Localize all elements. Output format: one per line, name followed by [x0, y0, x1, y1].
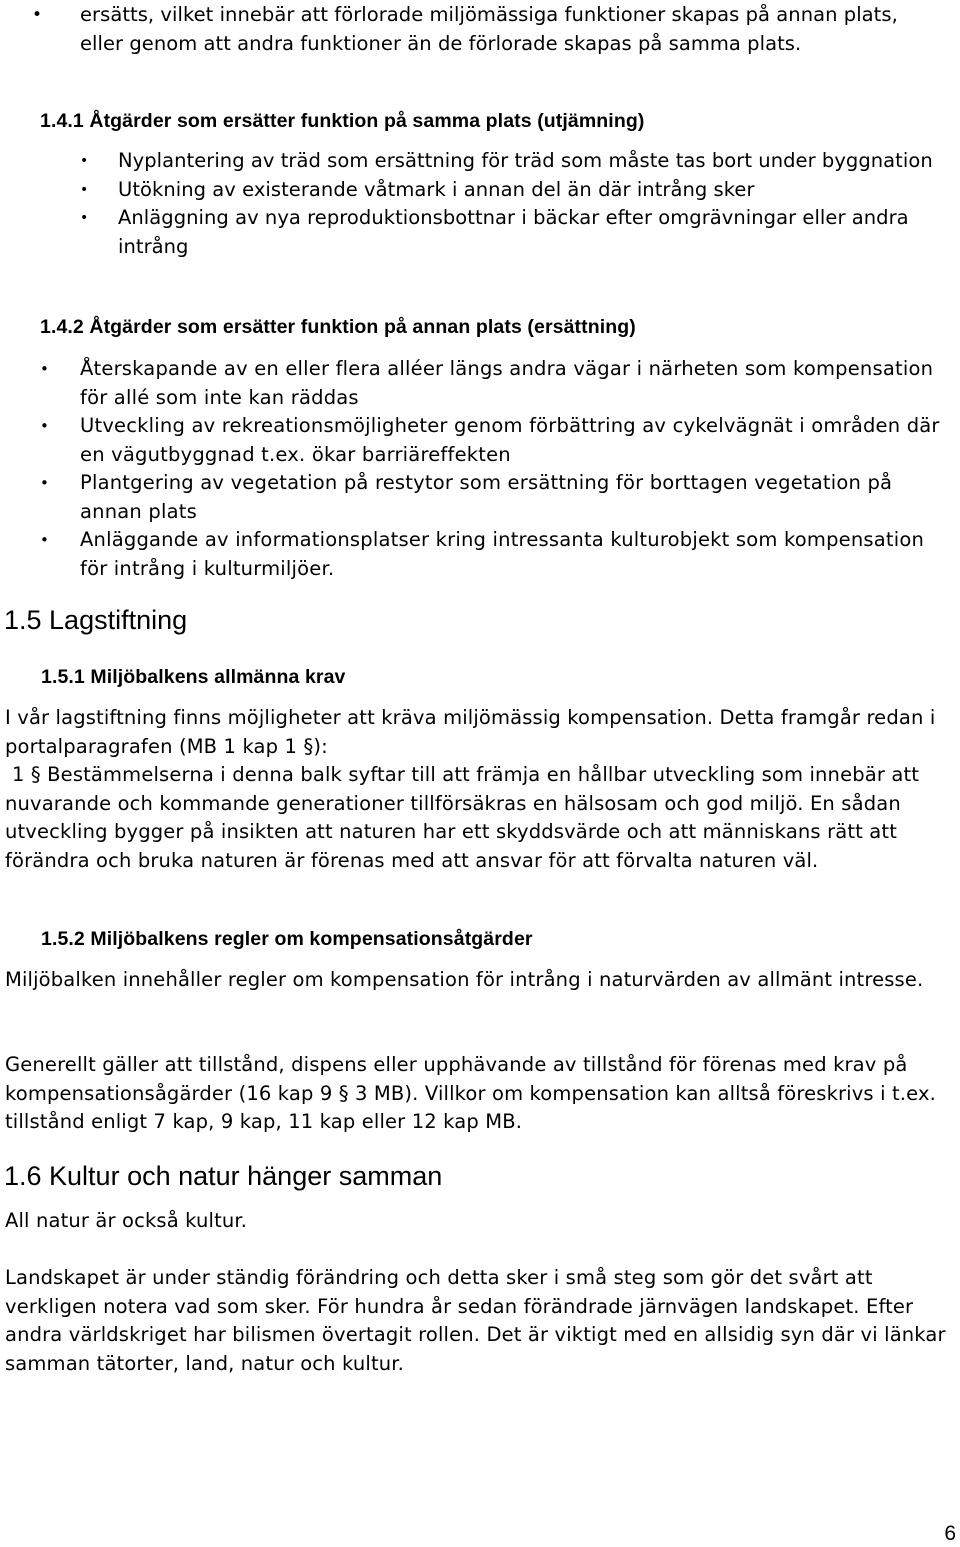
bullet-list-other-place	[80, 355, 940, 583]
list-item: • Plantgering av vegetation på restytor som ersättning för borttagen vegetation på annan plats	[80, 469, 940, 526]
paragraph-quote: 1 § Bestämmelserna i denna balk syftar till att främja en hållbar utveckling som innebär att nuvarande och kommande generationer tillförsäkras en hälsosam och god miljö. En sådan utveckling bygger på insikten att naturen har ett skyddsvärde och att människans rätt att förändra och bruka naturen är förenas med att ansvar för att förvalta naturen väl.	[5, 763, 920, 872]
paragraph: All natur är också kultur.	[5, 1209, 248, 1232]
paragraph: I vår lagstiftning finns möjligheter att kräva miljömässig kompensation. Detta framgår redan i portalparagrafen (MB 1 kap 1 §):	[5, 706, 936, 758]
paragraph: Miljöbalken innehåller regler om kompensation för intrång i naturvärden av allmänt intresse.	[5, 968, 924, 991]
heading-1-5-1: 1.5.1 Miljöbalkens allmänna krav	[41, 666, 346, 688]
paragraph: Landskapet är under ständig förändring och detta sker i små steg som gör det svårt att verkligen notera vad som sker. För hundra år sedan förändrade järnvägen landskapet. Efter andra världskriget har bilismen övertagit rollen. Det är viktigt med en allsidig syn där vi länkar samman tätorter, land, natur och kultur.	[5, 1266, 946, 1375]
heading-1-5-2: 1.5.2 Miljöbalkens regler om kompensationsåtgärder	[41, 928, 533, 950]
list-item: • ersätts, vilket innebär att förlorade miljömässiga funktioner skapas på annan plats, eller genom att andra funktioner än de förlorade skapas på samma plats.	[80, 1, 940, 58]
list-item: • Utökning av existerande våtmark i annan del än där intrång sker	[118, 176, 948, 205]
list-item: • Återskapande av en eller flera alléer längs andra vägar i närheten som kompensation för allé som inte kan räddas	[80, 355, 940, 412]
heading-1-5: 1.5 Lagstiftning	[4, 605, 188, 635]
list-item: • Nyplantering av träd som ersättning för träd som måste tas bort under byggnation	[118, 147, 948, 176]
bullet-list-same-place	[118, 147, 948, 261]
page-number: 6	[944, 1522, 956, 1545]
heading-1-4-2: 1.4.2 Åtgärder som ersätter funktion på annan plats (ersättning)	[40, 316, 636, 338]
list-item: • Utveckling av rekreationsmöjligheter genom förbättring av cykelvägnät i områden där en vägutbyggnad t.ex. ökar barriäreffekten	[80, 412, 940, 469]
bullet-list-intro	[80, 1, 940, 58]
paragraph: Generellt gäller att tillstånd, dispens eller upphävande av tillstånd för förenas med krav på kompensationsågärder (16 kap 9 § 3 MB). Villkor om kompensation kan alltså föreskrivs i t.ex. tillstånd enligt 7 kap, 9 kap, 11 kap eller 12 kap MB.	[5, 1053, 936, 1133]
heading-1-4-1: 1.4.1 Åtgärder som ersätter funktion på samma plats (utjämning)	[40, 110, 645, 132]
list-item: • Anläggning av nya reproduktionsbottnar i bäckar efter omgrävningar eller andra intrång	[118, 204, 948, 261]
heading-1-6: 1.6 Kultur och natur hänger samman	[4, 1161, 443, 1191]
list-item: • Anläggande av informationsplatser kring intressanta kulturobjekt som kompensation för intrång i kulturmiljöer.	[80, 526, 940, 583]
